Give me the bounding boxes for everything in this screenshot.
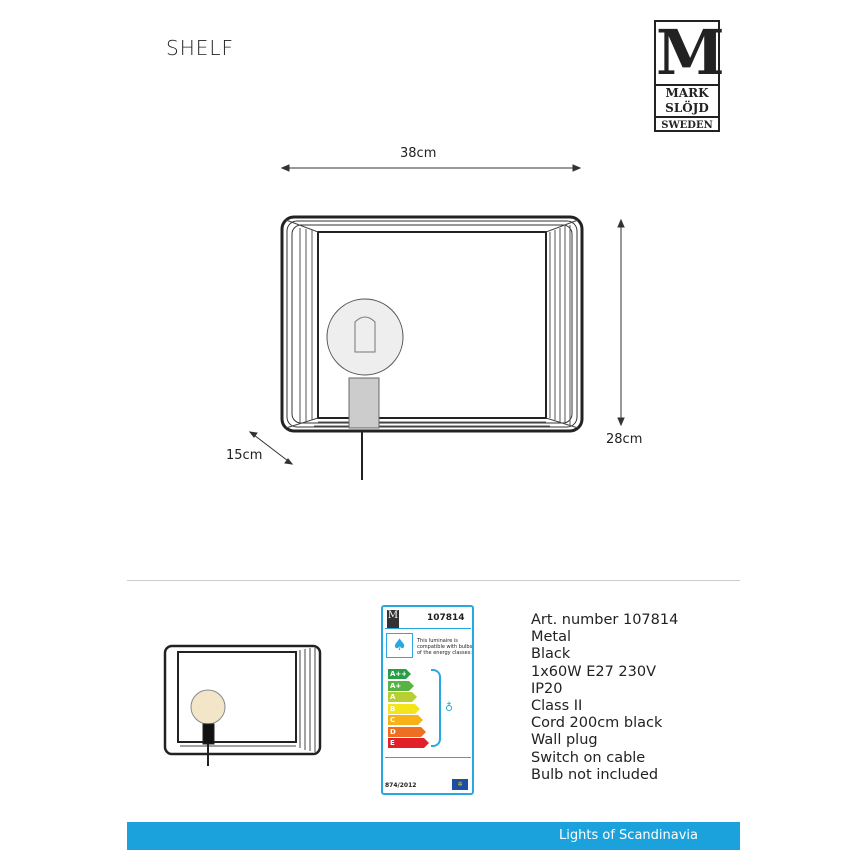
label-logo-icon: M: [387, 610, 399, 628]
divider: [127, 580, 740, 581]
energy-class-B: B: [388, 704, 415, 714]
page-title: SHELF: [166, 36, 235, 60]
energy-class-C: C: [388, 715, 418, 725]
energy-class-A: A: [388, 692, 412, 702]
energy-class-D: D: [388, 727, 421, 737]
spec-item: Wall plug: [531, 732, 598, 749]
label-compatibility-text: This luminaire is compatible with bulbs of the energy classes:: [417, 638, 473, 656]
spec-item: Cord 200cm black: [531, 715, 663, 732]
spec-item: Bulb not included: [531, 766, 659, 783]
height-dimension: 28cm: [606, 432, 643, 447]
product-photo: [160, 640, 330, 770]
footer-tagline: Lights of Scandinavia: [559, 828, 698, 843]
footer-bar: [127, 822, 740, 850]
energy-class-Aplus: A+: [388, 681, 409, 691]
label-article-number: 107814: [427, 613, 465, 623]
spec-item: Black: [531, 646, 571, 663]
regulation-number: 874/2012: [385, 782, 417, 789]
energy-class-E: E: [388, 738, 424, 748]
brand-logo: M MARK SLÖJD SWEDEN: [656, 16, 725, 131]
eu-flag-icon: ✲: [452, 779, 468, 790]
spec-item: Switch on cable: [531, 749, 646, 766]
spec-item: IP20: [531, 680, 563, 697]
lamp-icon: ♠: [386, 633, 413, 658]
bracket: [431, 669, 441, 747]
energy-label: [381, 605, 474, 795]
spec-item: Metal: [531, 629, 572, 646]
bulb-icon: ♁: [445, 701, 454, 714]
spec-item: Art. number 107814: [531, 612, 679, 628]
energy-class-Aplusplus: A++: [390, 670, 408, 678]
specifications-list: [531, 612, 678, 784]
spec-item: Class II: [531, 698, 583, 715]
depth-dimension: 15cm: [226, 448, 263, 463]
width-dimension: 38cm: [400, 146, 437, 161]
spec-item: 1x60W E27 230V: [531, 663, 657, 680]
